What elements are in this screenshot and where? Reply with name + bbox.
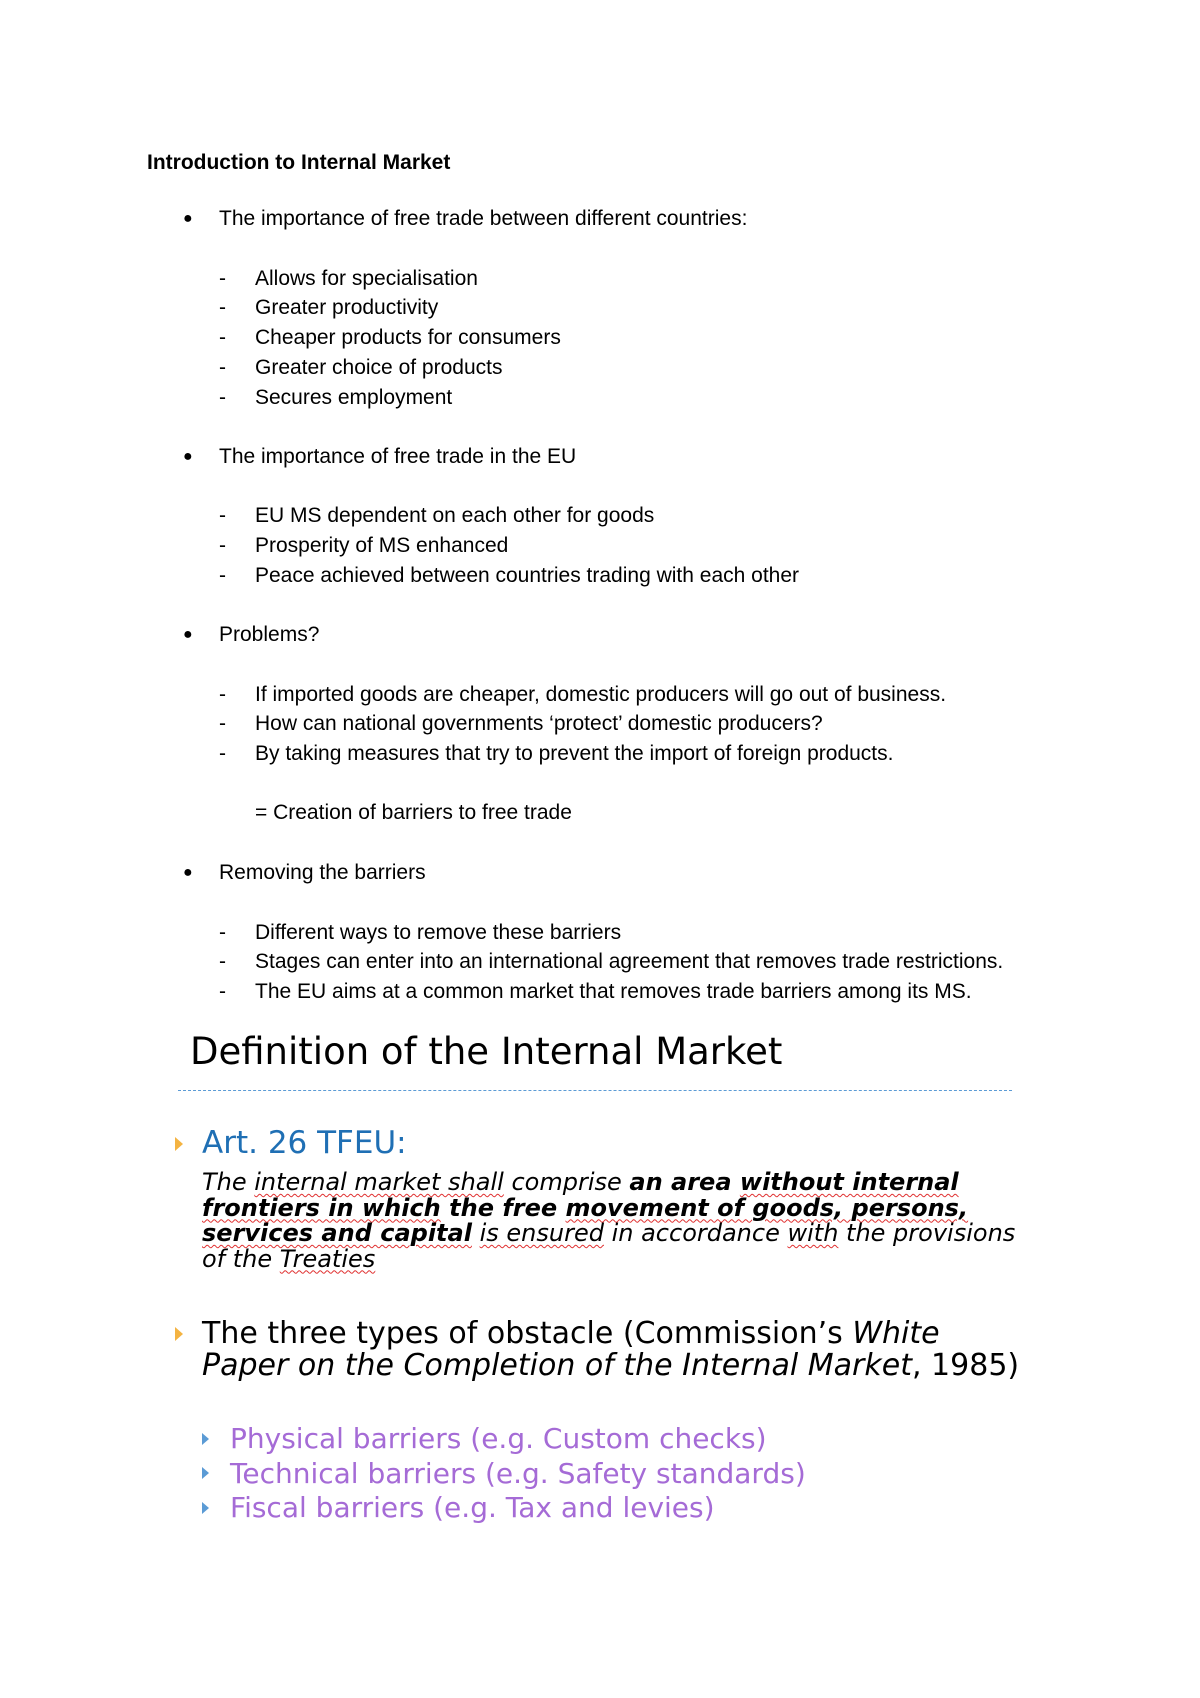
barrier-item: Technical barriers (e.g. Safety standards): [230, 1456, 806, 1490]
article-quote: The internal market shall comprise an area without internal frontiers in which the free movement of goods, persons, services and capital is ensured in accordance with the provisions of the Treaties: [202, 1168, 1016, 1273]
barrier-item: Fiscal barriers (e.g. Tax and levies): [230, 1491, 715, 1524]
dash-icon: -: [219, 385, 226, 409]
section-heading: ● The importance of free trade in the EU: [147, 442, 1107, 472]
sub-arrow-icon: [202, 1502, 209, 1514]
dash-icon: -: [219, 920, 226, 944]
arrow-bullet-icon: [175, 1327, 183, 1341]
dash-list: [147, 501, 1107, 590]
list-item: - Allows for specialisation: [147, 264, 1107, 294]
list-item: - EU MS dependent on each other for goods: [147, 501, 1107, 531]
notes-section: [147, 858, 1107, 1007]
bullet-icon: ●: [183, 863, 193, 881]
list-item: - Cheaper products for consumers: [147, 323, 1107, 353]
section-heading: ● The importance of free trade between different countries:: [147, 204, 1107, 234]
bullet-icon: ●: [183, 209, 193, 227]
notes-section: [147, 442, 1107, 591]
sub-arrow-icon: [202, 1433, 209, 1445]
list-item: - Prosperity of MS enhanced: [147, 531, 1107, 561]
dash-icon: -: [219, 712, 226, 736]
slide-title: Definition of the Internal Market: [190, 1030, 783, 1073]
section-heading: ● Problems?: [147, 620, 1107, 650]
dash-icon: -: [219, 980, 226, 1004]
section-heading: ● Removing the barriers: [147, 858, 1107, 888]
dash-icon: -: [219, 950, 226, 974]
dash-icon: -: [219, 742, 226, 766]
dash-icon: -: [219, 682, 226, 706]
notes-section: [147, 620, 1107, 828]
dash-list: [147, 264, 1107, 413]
result-line: = Creation of barriers to free trade: [255, 800, 572, 824]
title-divider: [178, 1090, 1012, 1091]
dash-icon: -: [219, 563, 226, 587]
list-item: - Greater choice of products: [147, 353, 1107, 383]
dash-list: [147, 918, 1107, 1007]
barrier-item: Physical barriers (e.g. Custom checks): [230, 1422, 767, 1455]
list-item: - The EU aims at a common market that removes trade barriers among its MS.: [147, 977, 1107, 1007]
bullet-icon: ●: [183, 447, 193, 465]
list-item: - Stages can enter into an international agreement that removes trade restrictions.: [147, 947, 1107, 977]
list-item: - Different ways to remove these barriers: [147, 918, 1107, 948]
arrow-bullet-icon: [175, 1137, 183, 1151]
article-heading: Art. 26 TFEU:: [202, 1125, 407, 1161]
list-item: - If imported goods are cheaper, domestic producers will go out of business.: [147, 680, 1107, 710]
list-item: - Secures employment: [147, 383, 1107, 413]
dash-icon: -: [219, 504, 226, 528]
obstacles-heading: The three types of obstacle (Commission’s White Paper on the Completion of the Internal Market, 1985): [202, 1316, 1020, 1383]
sub-arrow-icon: [202, 1467, 209, 1479]
dash-list: [147, 680, 1107, 769]
dash-icon: -: [219, 296, 226, 320]
lecture-notes: [147, 148, 1107, 1036]
dash-icon: -: [219, 534, 226, 558]
list-item: - How can national governments ‘protect’ domestic producers?: [147, 709, 1107, 739]
barrier-list: [230, 1422, 806, 1526]
notes-title: Introduction to Internal Market: [147, 151, 451, 174]
bullet-icon: ●: [183, 625, 193, 643]
list-item: - By taking measures that try to prevent the import of foreign products.: [147, 739, 1107, 769]
list-item: - Peace achieved between countries trading with each other: [147, 561, 1107, 591]
list-item: - Greater productivity: [147, 293, 1107, 323]
dash-icon: -: [219, 326, 226, 350]
dash-icon: -: [219, 266, 226, 290]
notes-section: [147, 204, 1107, 413]
dash-icon: -: [219, 355, 226, 379]
